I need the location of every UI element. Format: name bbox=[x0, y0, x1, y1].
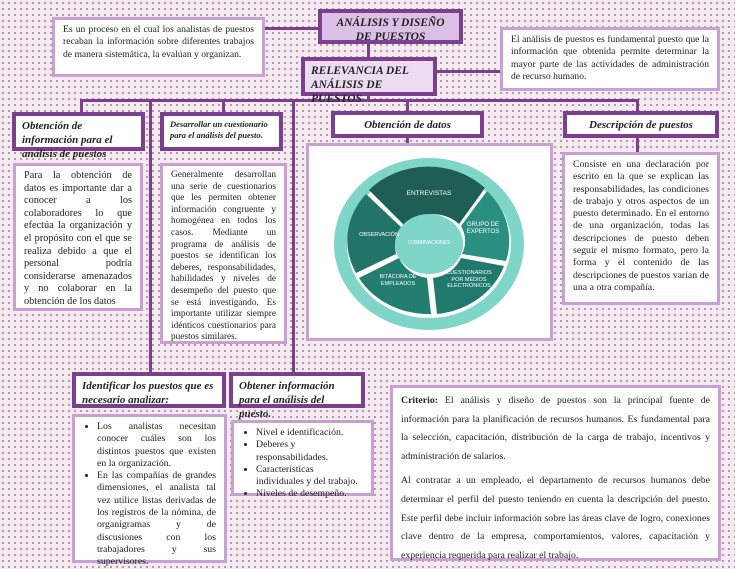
relevance-title: RELEVANCIA DEL ANÁLISIS DE PUESTOS bbox=[301, 57, 437, 96]
label-cuestionarios: CUESTIONARIOS POR MEDIOS ELECTRÓNICOS bbox=[446, 270, 492, 289]
criterio-p1: El análisis y diseño de puestos son la principal fuente de información para la planificación de recursos humanos. Es fundamental para la selección, capacitación, distribución de la carga de trabajo, incentivos y administración de salarios. bbox=[401, 395, 710, 462]
definition-box: Es un proceso en el cual los analistas de puestos recaban la información sobre diferentes trabajos de manera sistemática, la evalúan y organizan. bbox=[52, 17, 265, 77]
criterio-label: Criterio: bbox=[401, 395, 438, 406]
branch-header-4: Descripción de puestos bbox=[563, 111, 719, 138]
connector bbox=[436, 70, 502, 73]
relevance-box: El análisis de puestos es fundamental puesto que la información que obtenida permite determinar la mayor parte de las actividades de administración de recurso humano. bbox=[500, 27, 720, 91]
obtain-header: Obtener información para el análisis del puesto. bbox=[229, 372, 365, 408]
obtain-item: • Características individuales y del trabajo. bbox=[256, 464, 363, 489]
label-bitacora: BITÁCORA DE EMPLEADOS bbox=[379, 274, 417, 287]
obtain-box bbox=[231, 420, 374, 500]
obtain-item: • Deberes y responsabilidades. bbox=[256, 439, 363, 464]
branch-text-2: Generalmente desarrollan una serie de cuestionarios que les permiten obtener información congruente y homogénea en todos los casos. Mediante un programa de análisis de puestos se identifican los deberes, responsabilidades, habilidades y niveles de desempeño del puesto que se está investigando. Es importante utilizar siempre idénticos cuestionarios para puestos similares. bbox=[160, 163, 287, 344]
connector bbox=[292, 99, 295, 375]
identify-header: Identificar los puestos que es necesario analizar: bbox=[72, 372, 226, 408]
connector bbox=[263, 27, 319, 30]
label-grupo-expertos: GRUPO DE EXPERTOS bbox=[466, 222, 500, 235]
branch-text-4: Consiste en una declaración por escrito en la que se explican las responsabilidades, las condiciones de trabajo y otros aspectos de un puesto determinado. En el entorno de una organización, todas las descripciones de puesto deben seguir el mismo formato, pero la forma y el contenido de las descripciones de puestos varían de una a otra compañía. bbox=[562, 152, 720, 305]
identify-item: • En las compañías de grandes dimensiones, el analista tal vez utilice listas derivadas de los registros de la nómina, de organigramas y de discusiones con los trabajadores y sus supervisores. bbox=[97, 470, 216, 568]
connector bbox=[149, 99, 152, 375]
branch-header-2: Desarrollar un cuestionario para el análisis del puesto. bbox=[160, 112, 283, 151]
label-entrevistas: ENTREVISTAS bbox=[406, 190, 452, 197]
identify-box bbox=[72, 414, 227, 568]
label-observacion: OBSERVACIÓN bbox=[359, 232, 399, 238]
criterio-box bbox=[390, 385, 721, 561]
obtain-item: • Nivel e identificación. bbox=[256, 427, 363, 439]
center-label: COMBINACIONES bbox=[407, 240, 451, 246]
criterio-p2: Al contratar a un empleado, el departamento de recursos humanos debe determinar el perfil del puesto teniendo en cuenta la descripción del puesto. Este perfil debe incluir información sobre las áreas clave de logro, conexiones clave dentro de la empresa, comportamientos, valores, capacitación y experiencia requerida para realizar el trabajo. bbox=[401, 475, 710, 561]
branch-header-1: Obtención de información para el análisis de puestos bbox=[12, 112, 145, 151]
branch-header-3: Obtención de datos bbox=[331, 111, 484, 138]
identify-item: • Los analistas necesitan conocer cuáles son los distintos puestos que existen en la organización. bbox=[97, 421, 216, 470]
main-title: ANÁLISIS Y DISEÑO DE PUESTOS bbox=[318, 9, 463, 44]
methods-diagram bbox=[306, 143, 553, 341]
obtain-item: • Niveles de desempeño. bbox=[256, 488, 363, 500]
branch-text-1: Para la obtención de datos es importante dar a conocer a los colaboradores lo que efectúa la organización y el propósito con el que se realiza debido a que el personal podría considerarse amenazados y no colaborar en la obtención de los datos bbox=[13, 163, 143, 311]
